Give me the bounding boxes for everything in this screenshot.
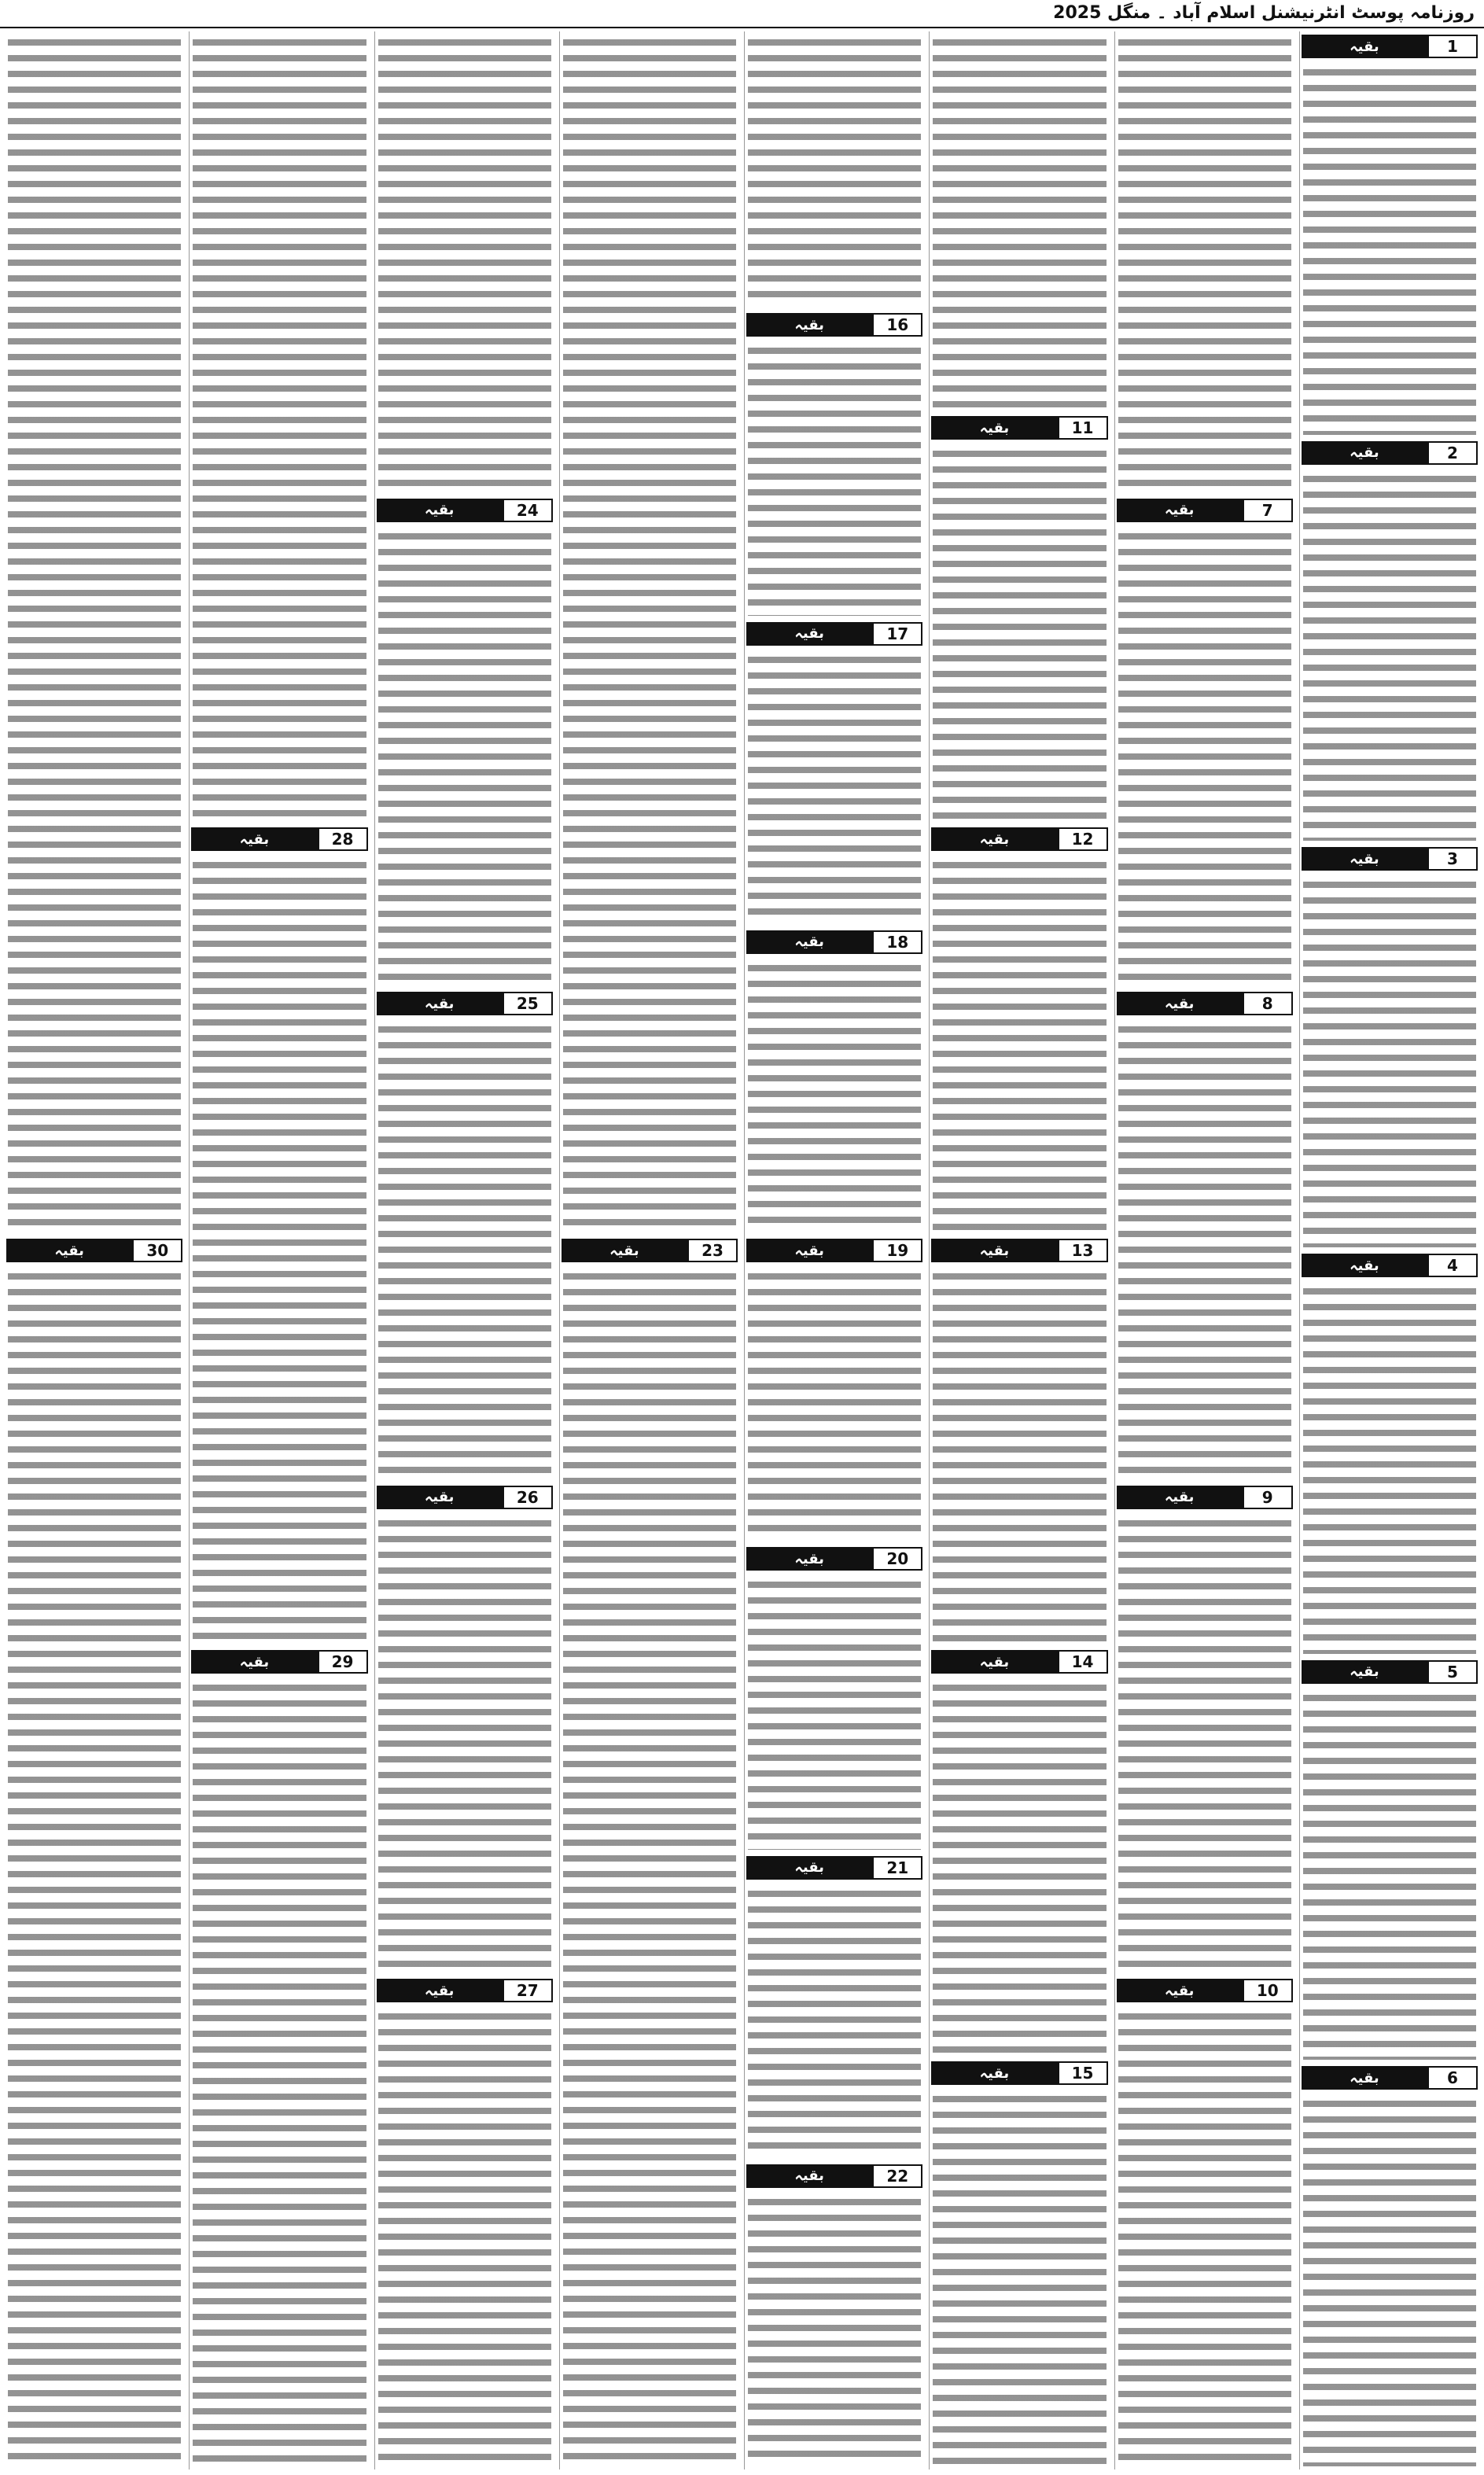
- body-text-block: [1118, 1022, 1291, 1479]
- continuation-number: 26: [503, 1486, 553, 1509]
- continuation-label: بقیہ: [1302, 1660, 1427, 1684]
- continuation-label: بقیہ: [746, 622, 872, 646]
- body-text-block: [933, 1269, 1106, 1644]
- continuation-number: 27: [503, 1979, 553, 2002]
- continuation-label: بقیہ: [746, 1239, 872, 1262]
- continuation-header: [1117, 1486, 1293, 1509]
- body-text-block: [8, 1269, 181, 2466]
- text-column: [744, 31, 924, 2469]
- body-text-block: [193, 35, 366, 821]
- continuation-label: بقیہ: [377, 1979, 503, 2002]
- text-column: [374, 31, 554, 2469]
- continuation-header: [746, 930, 922, 954]
- continuation-number: 16: [872, 313, 922, 337]
- body-text-block: [933, 446, 1106, 821]
- body-text-block: [563, 1269, 736, 2466]
- continuation-number: 28: [318, 827, 368, 851]
- continuation-header: [191, 1650, 367, 1674]
- continuation-number: 23: [687, 1239, 738, 1262]
- continuation-label: بقیہ: [377, 1486, 503, 1509]
- continuation-label: بقیہ: [1302, 35, 1427, 58]
- continuation-number: 20: [872, 1547, 922, 1571]
- continuation-label: بقیہ: [1302, 1254, 1427, 1277]
- continuation-header: [377, 992, 553, 1015]
- continuation-label: بقیہ: [377, 499, 503, 522]
- continuation-header: [377, 499, 553, 522]
- continuation-header: [1117, 499, 1293, 522]
- body-text-block: [8, 35, 181, 1232]
- continuation-header: [746, 622, 922, 646]
- continuation-number: 2: [1427, 441, 1478, 465]
- continuation-label: بقیہ: [746, 313, 872, 337]
- body-text-block: [1303, 877, 1476, 1247]
- continuation-label: بقیہ: [1302, 2066, 1427, 2090]
- text-column: [1299, 31, 1479, 2469]
- continuation-label: بقیہ: [931, 1239, 1057, 1262]
- continuation-number: 17: [872, 622, 922, 646]
- continuation-label: بقیہ: [746, 2164, 872, 2188]
- continuation-number: 19: [872, 1239, 922, 1262]
- continuation-number: 13: [1058, 1239, 1108, 1262]
- continuation-number: 10: [1243, 1979, 1293, 2002]
- body-text-block: [933, 1680, 1106, 2055]
- continuation-number: 29: [318, 1650, 368, 1674]
- continuation-number: 6: [1427, 2066, 1478, 2090]
- body-text-block: [748, 652, 921, 924]
- continuation-header: [1117, 1979, 1293, 2002]
- continuation-number: 22: [872, 2164, 922, 2188]
- text-column: [559, 31, 739, 2469]
- continuation-number: 8: [1243, 992, 1293, 1015]
- continuation-number: 14: [1058, 1650, 1108, 1674]
- continuation-label: بقیہ: [191, 827, 317, 851]
- continuation-number: 30: [132, 1239, 182, 1262]
- columns-container: [5, 31, 1479, 2469]
- body-text-block: [748, 960, 921, 1232]
- continuation-label: بقیہ: [1117, 1979, 1243, 2002]
- continuation-label: بقیہ: [1117, 992, 1243, 1015]
- body-text-block: [193, 857, 366, 1644]
- continuation-number: 21: [872, 1856, 922, 1880]
- body-text-block: [748, 1886, 921, 2158]
- continuation-header: [191, 827, 367, 851]
- text-column: [929, 31, 1109, 2469]
- body-text-block: [933, 857, 1106, 1232]
- body-text-block: [933, 2091, 1106, 2466]
- body-text-block: [933, 35, 1106, 410]
- masthead-title: روزنامہ پوسٹ انٹرنیشنل اسلام آباد ۔ منگل 2025: [1053, 3, 1475, 23]
- continuation-header: [1302, 2066, 1478, 2090]
- body-text-block: [1303, 64, 1476, 435]
- continuation-label: بقیہ: [931, 2061, 1057, 2085]
- continuation-header: [1302, 441, 1478, 465]
- continuation-label: بقیہ: [931, 1650, 1057, 1674]
- continuation-label: بقیہ: [562, 1239, 687, 1262]
- body-text-block: [1303, 1284, 1476, 1654]
- continuation-header: [1302, 1660, 1478, 1684]
- continuation-label: بقیہ: [931, 827, 1057, 851]
- continuation-number: 4: [1427, 1254, 1478, 1277]
- continuation-header: [562, 1239, 738, 1262]
- continuation-header: [377, 1486, 553, 1509]
- continuation-number: 24: [503, 499, 553, 522]
- continuation-label: بقیہ: [1302, 847, 1427, 871]
- continuation-header: [746, 2164, 922, 2188]
- text-column: [5, 31, 184, 2469]
- continuation-header: [931, 416, 1107, 440]
- continuation-header: [746, 1856, 922, 1880]
- continuation-number: 11: [1058, 416, 1108, 440]
- continuation-number: 12: [1058, 827, 1108, 851]
- continuation-header: [746, 1239, 922, 1262]
- continuation-label: بقیہ: [746, 930, 872, 954]
- body-text-block: [378, 1022, 551, 1479]
- continuation-number: 5: [1427, 1660, 1478, 1684]
- continuation-header: [1117, 992, 1293, 1015]
- body-text-block: [1118, 1516, 1291, 1973]
- body-text-block: [378, 529, 551, 986]
- continuation-number: 7: [1243, 499, 1293, 522]
- continuation-number: 15: [1058, 2061, 1108, 2085]
- body-text-block: [748, 1269, 921, 1541]
- continuation-label: بقیہ: [746, 1856, 872, 1880]
- continuation-number: 25: [503, 992, 553, 1015]
- continuation-number: 18: [872, 930, 922, 954]
- continuation-header: [931, 2061, 1107, 2085]
- body-text-block: [378, 2009, 551, 2466]
- continuation-number: 1: [1427, 35, 1478, 58]
- continuation-header: [6, 1239, 182, 1262]
- continuation-label: بقیہ: [1117, 499, 1243, 522]
- body-text-block: [1303, 2096, 1476, 2466]
- body-text-block: [1303, 1690, 1476, 2061]
- body-text-block: [748, 343, 921, 615]
- body-text-block: [193, 1680, 366, 2466]
- body-text-block: [1118, 35, 1291, 492]
- continuation-label: بقیہ: [931, 416, 1057, 440]
- body-text-block: [563, 35, 736, 1232]
- continuation-header: [1302, 35, 1478, 58]
- continuation-header: [1302, 1254, 1478, 1277]
- body-text-block: [378, 1516, 551, 1973]
- continuation-header: [931, 827, 1107, 851]
- continuation-label: بقیہ: [746, 1547, 872, 1571]
- continuation-label: بقیہ: [1117, 1486, 1243, 1509]
- continuation-header: [377, 1979, 553, 2002]
- continuation-header: [931, 1650, 1107, 1674]
- continuation-number: 3: [1427, 847, 1478, 871]
- body-text-block: [748, 1577, 921, 1849]
- continuation-label: بقیہ: [6, 1239, 132, 1262]
- body-text-block: [748, 2194, 921, 2466]
- body-text-block: [1118, 2009, 1291, 2466]
- body-text-block: [1118, 529, 1291, 986]
- continuation-header: [931, 1239, 1107, 1262]
- continuation-header: [746, 1547, 922, 1571]
- body-text-block: [378, 35, 551, 492]
- continuation-label: بقیہ: [191, 1650, 317, 1674]
- masthead: [0, 0, 1484, 28]
- continuation-number: 9: [1243, 1486, 1293, 1509]
- continuation-label: بقیہ: [1302, 441, 1427, 465]
- continuation-header: [746, 313, 922, 337]
- text-column: [1114, 31, 1294, 2469]
- continuation-header: [1302, 847, 1478, 871]
- text-column: [189, 31, 369, 2469]
- body-text-block: [748, 35, 921, 307]
- continuation-label: بقیہ: [377, 992, 503, 1015]
- body-text-block: [1303, 471, 1476, 842]
